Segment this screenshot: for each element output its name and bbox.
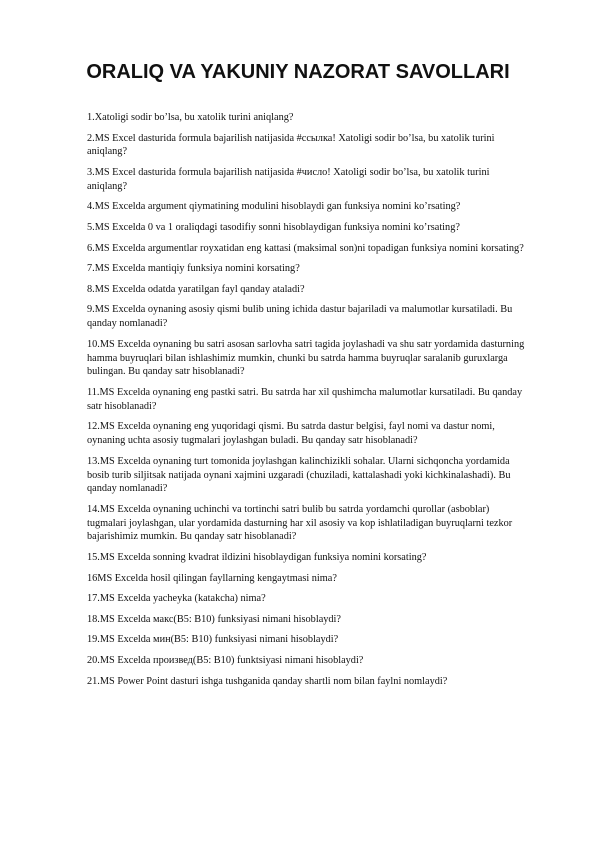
question-item: 5.MS Excelda 0 va 1 oraliqdagi tasodifiy sonni hisoblaydigan funksiya nomini ko’rsating?: [87, 221, 460, 233]
question-item: 18.MS Excelda макс(B5: B10) funksiyasi nimani hisoblaydi?: [87, 613, 341, 625]
question-item: 12.MS Excelda oynaning eng yuqoridagi qismi. Bu satrda dastur belgisi, fayl nomi va dastur nomi, oynaning uchta asosiy tugmalari joylashgan buladi. Bu qanday satr hisoblanadi?: [87, 421, 495, 447]
question-item: 11.MS Excelda oynaning eng pastki satri. Bu satrda har xil qushimcha malumotlar kursatiladi. Bu qanday satr hisoblanadi?: [87, 386, 523, 412]
question-item: 6.MS Excelda argumentlar royxatidan eng kattasi (maksimal son)ni topadigan funksiya nomini korsating?: [87, 242, 524, 254]
question-item: 9.MS Excelda oynaning asosiy qismi bulib uning ichida dastur bajariladi va malumotlar kursatiladi. Bu qanday nomlanadi?: [87, 304, 513, 330]
question-item: 4.MS Excelda argument qiymatining modulini hisoblaydi gan funksiya nomini ko’rsating?: [87, 201, 461, 213]
question-item: 15.MS Excelda sonning kvadrat ildizini hisoblaydigan funksiya nomini korsating?: [87, 552, 427, 564]
question-item: 7.MS Excelda mantiqiy funksiya nomini korsating?: [87, 263, 300, 275]
question-item: 14.MS Excelda oynaning uchinchi va tortinchi satri bulib bu satrda yordamchi qurollar (asboblar) tugmalari joylashgan, ular yordamida dasturning har xil asosiy va kop ishlatiladigan buyruqlarni tezkor bajarishimiz mumkin. Bu qanday satr hisoblanadi?: [87, 503, 513, 543]
question-item: 20.MS Excelda произвед(B5: B10) funktsiyasi nimani hisoblaydi?: [87, 655, 364, 667]
question-item: 13.MS Excelda oynaning turt tomonida joylashgan kalinchizikli sohalar. Ularni sichqoncha yordamida bosib turib siljitsak natijada oynani xajmini uzgaradi (chuziladi, kattalashadi yoki kichkinalashadi). Bu qanday nomlanadi?: [87, 455, 511, 495]
question-item: 21.MS Power Point dasturi ishga tushganida qanday shartli nom bilan faylni nomlaydi?: [87, 675, 448, 687]
question-item: 3.MS Excel dasturida formula bajarilish natijasida #число! Xatoligi sodir bo’lsa, bu xatolik turini aniqlang?: [87, 166, 490, 192]
question-item: 16MS Excelda hosil qilingan fayllarning kengaytmasi nima?: [87, 572, 337, 584]
question-item: 1.Xatoligi sodir bo’lsa, bu xatolik turini aniqlang?: [87, 112, 294, 123]
question-list: [87, 111, 527, 695]
question-item: 19.MS Excelda мин(B5: B10) funksiyasi nimani hisoblaydi?: [87, 634, 339, 646]
question-item: 2.MS Excel dasturida formula bajarilish natijasida #ссылка! Xatoligi sodir bo’lsa, bu xatolik turini aniqlang?: [87, 132, 495, 158]
question-item: 8.MS Excelda odatda yaratilgan fayl qanday ataladi?: [87, 283, 305, 295]
page-title: ORALIQ VA YAKUNIY NAZORAT SAVOLLARI: [86, 61, 510, 83]
question-item: 10.MS Excelda oynaning bu satri asosan sarlovha satri tagida joylashadi va shu satr yordamida dasturning hamma buyruqlari bilan ishlashimiz mumkin, chunki bu satrda hamma buyruqlar saralanib guruxlarga bulingan. Bu qanday satr hisoblanadi?: [87, 338, 525, 378]
question-item: 17.MS Excelda yacheyka (katakcha) nima?: [87, 593, 266, 605]
